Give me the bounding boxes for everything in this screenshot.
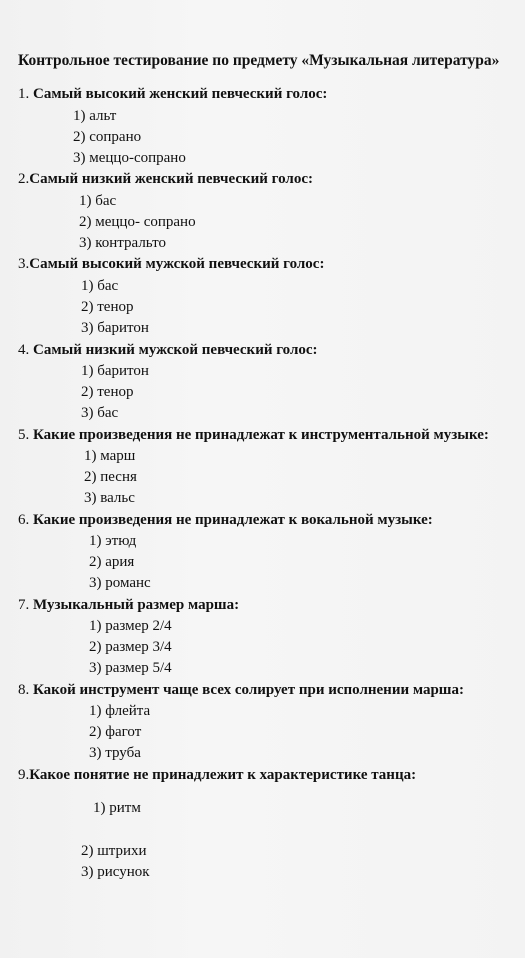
question-number: 4. bbox=[18, 342, 30, 358]
answer-option: 3) бас bbox=[81, 405, 119, 421]
question-1 bbox=[18, 85, 327, 103]
question-number: 1. bbox=[18, 86, 30, 102]
answer-option: 3) вальс bbox=[84, 490, 135, 506]
question-text: Музыкальный размер марша: bbox=[33, 597, 240, 613]
question-number: 8. bbox=[18, 682, 30, 698]
answer-option: 1) этюд bbox=[89, 533, 137, 549]
question-6 bbox=[18, 511, 433, 529]
question-number: 3. bbox=[18, 256, 30, 272]
question-text: Самый высокий мужской певческий голос: bbox=[29, 256, 325, 272]
answer-option: 1) бас bbox=[79, 193, 117, 209]
question-number: 7. bbox=[18, 597, 30, 613]
answer-option: 1) флейта bbox=[89, 703, 151, 719]
answer-option: 2) меццо- сопрано bbox=[79, 214, 196, 230]
question-text: Какие произведения не принадлежат к вокальной музыке: bbox=[33, 512, 433, 528]
question-number: 9. bbox=[18, 767, 30, 783]
question-text: Какие произведения не принадлежат к инструментальной музыке: bbox=[33, 427, 489, 443]
answer-option: 2) штрихи bbox=[81, 843, 147, 859]
answer-option: 2) песня bbox=[84, 469, 137, 485]
question-text: Какое понятие не принадлежит к характеристике танца: bbox=[29, 767, 417, 783]
answer-option: 1) марш bbox=[84, 448, 136, 464]
answer-option: 3) меццо-сопрано bbox=[73, 150, 186, 166]
question-2 bbox=[18, 170, 313, 188]
answer-option: 2) фагот bbox=[89, 724, 142, 740]
answer-option: 2) тенор bbox=[81, 384, 134, 400]
question-number: 6. bbox=[18, 512, 30, 528]
question-number: 5. bbox=[18, 427, 30, 443]
question-text: Самый низкий женский певческий голос: bbox=[29, 171, 313, 187]
answer-option: 3) труба bbox=[89, 745, 141, 761]
question-7 bbox=[18, 596, 239, 614]
question-number: 2. bbox=[18, 171, 30, 187]
answer-option: 2) ария bbox=[89, 554, 135, 570]
answer-option: 1) размер 2/4 bbox=[89, 618, 172, 634]
question-text: Самый низкий мужской певческий голос: bbox=[33, 342, 318, 358]
document-title: Контрольное тестирование по предмету «Музыкальная литература» bbox=[18, 52, 500, 69]
answer-option: 3) рисунок bbox=[81, 864, 150, 880]
answer-option: 2) тенор bbox=[81, 299, 134, 315]
answer-option: 1) бас bbox=[81, 278, 119, 294]
answer-option: 3) контральто bbox=[79, 235, 166, 251]
question-4 bbox=[18, 341, 318, 359]
question-3 bbox=[18, 255, 324, 273]
question-text: Самый высокий женский певческий голос: bbox=[33, 86, 328, 102]
question-8 bbox=[18, 681, 464, 699]
answer-option: 3) баритон bbox=[81, 320, 149, 336]
answer-option: 2) размер 3/4 bbox=[89, 639, 172, 655]
answer-option: 2) сопрано bbox=[73, 129, 142, 145]
answer-option: 3) размер 5/4 bbox=[89, 660, 172, 676]
answer-option: 3) романс bbox=[89, 575, 151, 591]
question-9 bbox=[18, 766, 416, 784]
question-text: Какой инструмент чаще всех солирует при исполнении марша: bbox=[33, 682, 464, 698]
answer-option: 1) баритон bbox=[81, 363, 149, 379]
question-5 bbox=[18, 426, 489, 444]
answer-option: 1) альт bbox=[73, 108, 117, 124]
answer-option: 1) ритм bbox=[93, 800, 141, 816]
